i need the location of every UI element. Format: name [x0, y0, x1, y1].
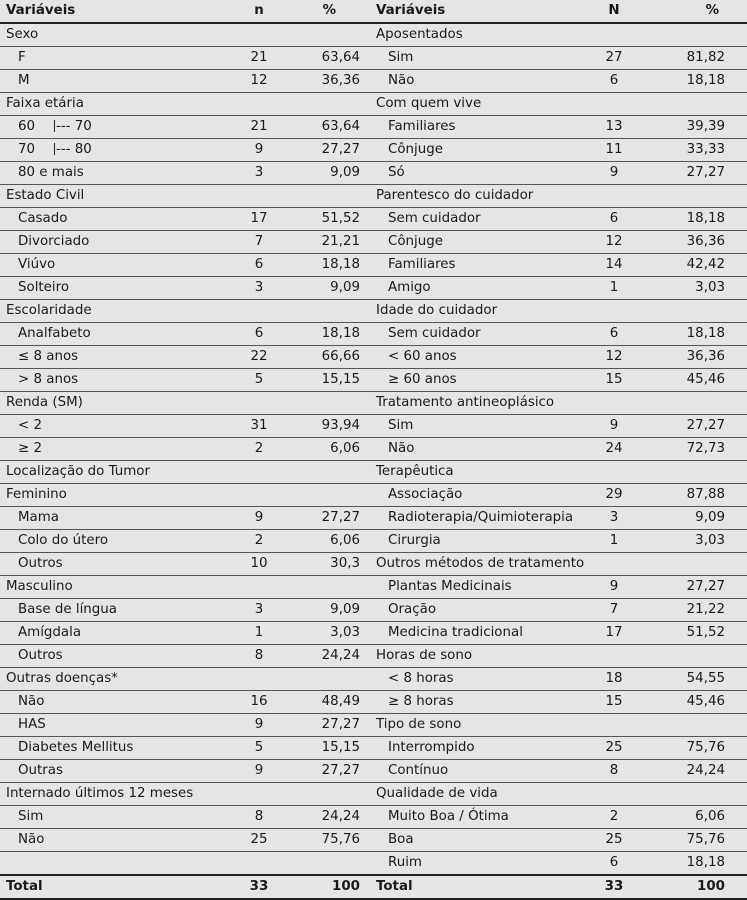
- table-row: [0, 346, 747, 369]
- row-n-right: 1: [588, 277, 640, 300]
- table-row: [0, 668, 747, 691]
- row-label-left: F: [0, 47, 234, 70]
- row-pct-left: 6,06: [284, 530, 364, 553]
- header-n-right: N: [588, 0, 640, 23]
- row-label-right: Contínuo: [370, 760, 588, 783]
- table-row: [0, 300, 747, 323]
- table-row: [0, 852, 747, 876]
- row-pct-right: [640, 93, 747, 116]
- row-pct-left: [284, 484, 364, 507]
- row-n-right: [588, 645, 640, 668]
- header-pct-left: %: [284, 0, 364, 23]
- row-pct-left: 24,24: [284, 806, 364, 829]
- row-pct-left: 3,03: [284, 622, 364, 645]
- row-n-left: 2: [234, 530, 284, 553]
- row-label-right: Terapêutica: [370, 461, 588, 484]
- row-label-left: Amígdala: [0, 622, 234, 645]
- row-label-right: Familiares: [370, 116, 588, 139]
- row-label-left: Feminino: [0, 484, 234, 507]
- table-row: [0, 622, 747, 645]
- row-n-left: [234, 668, 284, 691]
- row-label-right: Sim: [370, 47, 588, 70]
- row-n-left: [234, 93, 284, 116]
- range-bar-mark: [54, 143, 55, 155]
- row-n-left: [234, 783, 284, 806]
- range-to: --- 80: [56, 142, 92, 157]
- table-row: [0, 438, 747, 461]
- row-label-right: Com quem vive: [370, 93, 588, 116]
- row-n-left: 9: [234, 714, 284, 737]
- row-pct-right: 18,18: [640, 70, 747, 93]
- total-n-right: 33: [588, 875, 640, 899]
- row-pct-right: [640, 553, 747, 576]
- row-label-left: Estado Civil: [0, 185, 234, 208]
- row-pct-right: [640, 645, 747, 668]
- row-label-left: Masculino: [0, 576, 234, 599]
- row-n-right: 12: [588, 231, 640, 254]
- row-n-left: 5: [234, 369, 284, 392]
- table-row: [0, 162, 747, 185]
- row-n-left: 1: [234, 622, 284, 645]
- row-pct-left: 63,64: [284, 116, 364, 139]
- row-pct-right: 36,36: [640, 231, 747, 254]
- row-label-left: Casado: [0, 208, 234, 231]
- row-n-left: 16: [234, 691, 284, 714]
- row-pct-left: 9,09: [284, 277, 364, 300]
- row-n-left: [234, 484, 284, 507]
- row-pct-right: 18,18: [640, 323, 747, 346]
- range-from: 60: [18, 119, 36, 134]
- row-label-left: [0, 139, 234, 162]
- table-row: [0, 70, 747, 93]
- table-row: [0, 576, 747, 599]
- row-n-right: [588, 23, 640, 47]
- row-label-left: Analfabeto: [0, 323, 234, 346]
- row-n-right: 3: [588, 507, 640, 530]
- table-row: [0, 461, 747, 484]
- row-label-right: Só: [370, 162, 588, 185]
- row-pct-left: 27,27: [284, 760, 364, 783]
- row-pct-right: 36,36: [640, 346, 747, 369]
- total-pct-right: 100: [640, 875, 747, 899]
- table-row: [0, 93, 747, 116]
- row-label-right: Cônjuge: [370, 139, 588, 162]
- row-label-left: Mama: [0, 507, 234, 530]
- row-label-left: > 8 anos: [0, 369, 234, 392]
- table-row: [0, 139, 747, 162]
- row-pct-right: [640, 23, 747, 47]
- table-row: [0, 47, 747, 70]
- row-n-left: 8: [234, 645, 284, 668]
- row-pct-right: 51,52: [640, 622, 747, 645]
- row-n-right: 14: [588, 254, 640, 277]
- row-label-left: Colo do útero: [0, 530, 234, 553]
- row-label-left: Outros: [0, 553, 234, 576]
- row-pct-right: 18,18: [640, 852, 747, 876]
- row-label-left: Divorciado: [0, 231, 234, 254]
- row-n-right: 24: [588, 438, 640, 461]
- row-label-right: Sem cuidador: [370, 323, 588, 346]
- row-n-left: 12: [234, 70, 284, 93]
- row-label-left: [0, 116, 234, 139]
- row-n-left: 9: [234, 139, 284, 162]
- row-n-right: 1: [588, 530, 640, 553]
- row-label-right: Muito Boa / Ótima: [370, 806, 588, 829]
- row-pct-right: [640, 714, 747, 737]
- row-n-right: 13: [588, 116, 640, 139]
- row-pct-right: 6,06: [640, 806, 747, 829]
- row-pct-left: 18,18: [284, 323, 364, 346]
- row-pct-right: 54,55: [640, 668, 747, 691]
- row-label-left: HAS: [0, 714, 234, 737]
- row-n-right: 29: [588, 484, 640, 507]
- total-row: [0, 875, 747, 899]
- table-row: [0, 737, 747, 760]
- row-n-right: [588, 185, 640, 208]
- row-n-right: [588, 392, 640, 415]
- row-n-left: 10: [234, 553, 284, 576]
- table-row: [0, 783, 747, 806]
- table-row: [0, 392, 747, 415]
- row-pct-right: [640, 185, 747, 208]
- row-pct-right: 18,18: [640, 208, 747, 231]
- row-pct-left: 30,3: [284, 553, 364, 576]
- row-pct-right: 27,27: [640, 162, 747, 185]
- row-n-left: [234, 392, 284, 415]
- row-label-left: Outros: [0, 645, 234, 668]
- row-n-left: [234, 461, 284, 484]
- row-pct-left: 9,09: [284, 599, 364, 622]
- row-pct-right: 9,09: [640, 507, 747, 530]
- row-n-left: 5: [234, 737, 284, 760]
- row-n-right: 11: [588, 139, 640, 162]
- row-pct-right: 3,03: [640, 530, 747, 553]
- row-label-left: Renda (SM): [0, 392, 234, 415]
- row-label-left: Base de língua: [0, 599, 234, 622]
- row-pct-right: 27,27: [640, 576, 747, 599]
- row-pct-left: 15,15: [284, 369, 364, 392]
- row-n-left: 6: [234, 323, 284, 346]
- row-n-right: 9: [588, 576, 640, 599]
- row-label-right: Amigo: [370, 277, 588, 300]
- row-pct-left: 27,27: [284, 714, 364, 737]
- row-pct-right: 75,76: [640, 737, 747, 760]
- total-pct-left: 100: [284, 875, 364, 899]
- table-row: [0, 530, 747, 553]
- total-label-left: Total: [0, 875, 234, 899]
- row-label-right: ≥ 60 anos: [370, 369, 588, 392]
- row-n-right: [588, 461, 640, 484]
- header-pct-right: %: [640, 0, 747, 23]
- row-label-right: Oração: [370, 599, 588, 622]
- row-label-left: 80 e mais: [0, 162, 234, 185]
- row-pct-right: 81,82: [640, 47, 747, 70]
- row-label-right: ≥ 8 horas: [370, 691, 588, 714]
- row-n-left: [234, 185, 284, 208]
- table-row: [0, 208, 747, 231]
- row-label-right: Medicina tradicional: [370, 622, 588, 645]
- row-n-right: [588, 300, 640, 323]
- row-n-left: [234, 300, 284, 323]
- row-n-right: 6: [588, 208, 640, 231]
- row-n-right: 17: [588, 622, 640, 645]
- table-row: [0, 254, 747, 277]
- range-to: --- 70: [56, 119, 92, 134]
- row-pct-right: 45,46: [640, 691, 747, 714]
- row-pct-left: 75,76: [284, 829, 364, 852]
- total-label-right: Total: [370, 875, 588, 899]
- row-n-right: [588, 93, 640, 116]
- row-label-left: Faixa etária: [0, 93, 234, 116]
- row-n-left: 21: [234, 47, 284, 70]
- row-n-left: 2: [234, 438, 284, 461]
- row-pct-left: 51,52: [284, 208, 364, 231]
- row-pct-right: 27,27: [640, 415, 747, 438]
- row-label-right: Horas de sono: [370, 645, 588, 668]
- table-row: [0, 599, 747, 622]
- row-n-right: 18: [588, 668, 640, 691]
- row-label-left: Internado últimos 12 meses: [0, 783, 234, 806]
- row-pct-right: [640, 392, 747, 415]
- row-n-right: 27: [588, 47, 640, 70]
- row-n-left: 8: [234, 806, 284, 829]
- row-n-left: 3: [234, 162, 284, 185]
- row-label-left: < 2: [0, 415, 234, 438]
- table-row: [0, 714, 747, 737]
- row-label-right: Parentesco do cuidador: [370, 185, 588, 208]
- row-label-right: Qualidade de vida: [370, 783, 588, 806]
- row-label-right: Cirurgia: [370, 530, 588, 553]
- row-label-right: Não: [370, 70, 588, 93]
- range-bar-mark: [54, 120, 55, 132]
- row-pct-left: 27,27: [284, 139, 364, 162]
- row-pct-right: 39,39: [640, 116, 747, 139]
- range-from: 70: [18, 142, 36, 157]
- row-pct-left: 36,36: [284, 70, 364, 93]
- table-row: [0, 415, 747, 438]
- row-pct-left: 24,24: [284, 645, 364, 668]
- row-label-right: Boa: [370, 829, 588, 852]
- row-pct-left: 6,06: [284, 438, 364, 461]
- row-label-left: Sim: [0, 806, 234, 829]
- row-n-right: 6: [588, 70, 640, 93]
- row-pct-right: 3,03: [640, 277, 747, 300]
- row-pct-right: 45,46: [640, 369, 747, 392]
- row-label-right: Outros métodos de tratamento: [370, 553, 588, 576]
- header-n-left: n: [234, 0, 284, 23]
- row-n-right: 2: [588, 806, 640, 829]
- row-label-right: Interrompido: [370, 737, 588, 760]
- row-pct-left: 9,09: [284, 162, 364, 185]
- row-pct-left: 21,21: [284, 231, 364, 254]
- row-pct-right: 75,76: [640, 829, 747, 852]
- table-row: [0, 185, 747, 208]
- row-label-right: Sim: [370, 415, 588, 438]
- table-row: [0, 369, 747, 392]
- row-label-left: Localização do Tumor: [0, 461, 234, 484]
- row-label-left: [0, 852, 234, 876]
- row-n-left: 6: [234, 254, 284, 277]
- table-row: [0, 116, 747, 139]
- row-pct-right: [640, 300, 747, 323]
- row-pct-right: 72,73: [640, 438, 747, 461]
- row-label-right: Associação: [370, 484, 588, 507]
- row-pct-right: 42,42: [640, 254, 747, 277]
- row-n-right: 25: [588, 829, 640, 852]
- row-n-right: 9: [588, 162, 640, 185]
- row-pct-left: [284, 461, 364, 484]
- table-row: [0, 760, 747, 783]
- row-label-right: Radioterapia/Quimioterapia: [370, 507, 588, 530]
- row-n-right: [588, 783, 640, 806]
- table-row: [0, 691, 747, 714]
- row-label-left: Sexo: [0, 23, 234, 47]
- row-n-left: [234, 852, 284, 876]
- row-n-right: [588, 714, 640, 737]
- row-label-right: Familiares: [370, 254, 588, 277]
- row-pct-left: 66,66: [284, 346, 364, 369]
- row-pct-left: [284, 23, 364, 47]
- row-n-left: 17: [234, 208, 284, 231]
- row-n-right: [588, 553, 640, 576]
- table-row: [0, 277, 747, 300]
- row-n-left: [234, 23, 284, 47]
- row-pct-left: [284, 852, 364, 876]
- row-label-left: Diabetes Mellitus: [0, 737, 234, 760]
- row-n-right: 7: [588, 599, 640, 622]
- row-n-right: 25: [588, 737, 640, 760]
- total-n-left: 33: [234, 875, 284, 899]
- row-n-right: 9: [588, 415, 640, 438]
- row-n-right: 15: [588, 691, 640, 714]
- row-label-left: Outras: [0, 760, 234, 783]
- row-label-right: Tratamento antineoplásico: [370, 392, 588, 415]
- row-label-right: Idade do cuidador: [370, 300, 588, 323]
- row-pct-left: 63,64: [284, 47, 364, 70]
- row-label-right: Plantas Medicinais: [370, 576, 588, 599]
- table-row: [0, 806, 747, 829]
- row-label-right: Cônjuge: [370, 231, 588, 254]
- header-variable-left: Variáveis: [0, 0, 234, 23]
- row-pct-left: [284, 300, 364, 323]
- row-pct-right: 21,22: [640, 599, 747, 622]
- row-label-left: Não: [0, 691, 234, 714]
- row-label-right: Sem cuidador: [370, 208, 588, 231]
- row-n-right: 12: [588, 346, 640, 369]
- header-variable-right: Variáveis: [370, 0, 588, 23]
- row-pct-left: 27,27: [284, 507, 364, 530]
- row-label-right: Não: [370, 438, 588, 461]
- table-row: [0, 231, 747, 254]
- row-n-left: 31: [234, 415, 284, 438]
- row-n-left: 3: [234, 277, 284, 300]
- row-label-left: Viúvo: [0, 254, 234, 277]
- row-pct-left: [284, 392, 364, 415]
- row-n-right: 15: [588, 369, 640, 392]
- row-pct-left: [284, 668, 364, 691]
- row-pct-left: [284, 783, 364, 806]
- table-row: [0, 23, 747, 47]
- row-label-left: ≥ 2: [0, 438, 234, 461]
- row-pct-right: [640, 461, 747, 484]
- table-row: [0, 553, 747, 576]
- row-label-right: < 60 anos: [370, 346, 588, 369]
- table-row: [0, 484, 747, 507]
- row-n-left: 3: [234, 599, 284, 622]
- row-pct-left: 18,18: [284, 254, 364, 277]
- row-n-left: 7: [234, 231, 284, 254]
- row-n-left: 9: [234, 760, 284, 783]
- row-label-left: M: [0, 70, 234, 93]
- table-row: [0, 507, 747, 530]
- row-label-left: Outras doenças*: [0, 668, 234, 691]
- row-pct-right: 24,24: [640, 760, 747, 783]
- row-pct-right: [640, 783, 747, 806]
- row-n-left: [234, 576, 284, 599]
- row-label-left: Escolaridade: [0, 300, 234, 323]
- row-pct-left: 93,94: [284, 415, 364, 438]
- row-n-left: 22: [234, 346, 284, 369]
- row-label-left: Solteiro: [0, 277, 234, 300]
- row-n-right: 8: [588, 760, 640, 783]
- row-n-right: 6: [588, 323, 640, 346]
- row-pct-left: 15,15: [284, 737, 364, 760]
- row-n-left: 9: [234, 507, 284, 530]
- row-label-right: Ruim: [370, 852, 588, 876]
- row-pct-left: [284, 185, 364, 208]
- row-n-left: 25: [234, 829, 284, 852]
- table-row: [0, 323, 747, 346]
- header-row: [0, 0, 747, 23]
- row-label-right: Tipo de sono: [370, 714, 588, 737]
- row-label-left: ≤ 8 anos: [0, 346, 234, 369]
- row-pct-left: 48,49: [284, 691, 364, 714]
- row-pct-left: [284, 93, 364, 116]
- table-row: [0, 645, 747, 668]
- row-n-left: 21: [234, 116, 284, 139]
- row-pct-right: 87,88: [640, 484, 747, 507]
- row-label-right: Aposentados: [370, 23, 588, 47]
- row-label-left: Não: [0, 829, 234, 852]
- row-pct-right: 33,33: [640, 139, 747, 162]
- table-row: [0, 829, 747, 852]
- row-pct-left: [284, 576, 364, 599]
- row-n-right: 6: [588, 852, 640, 876]
- table-body: [0, 23, 747, 875]
- row-label-right: < 8 horas: [370, 668, 588, 691]
